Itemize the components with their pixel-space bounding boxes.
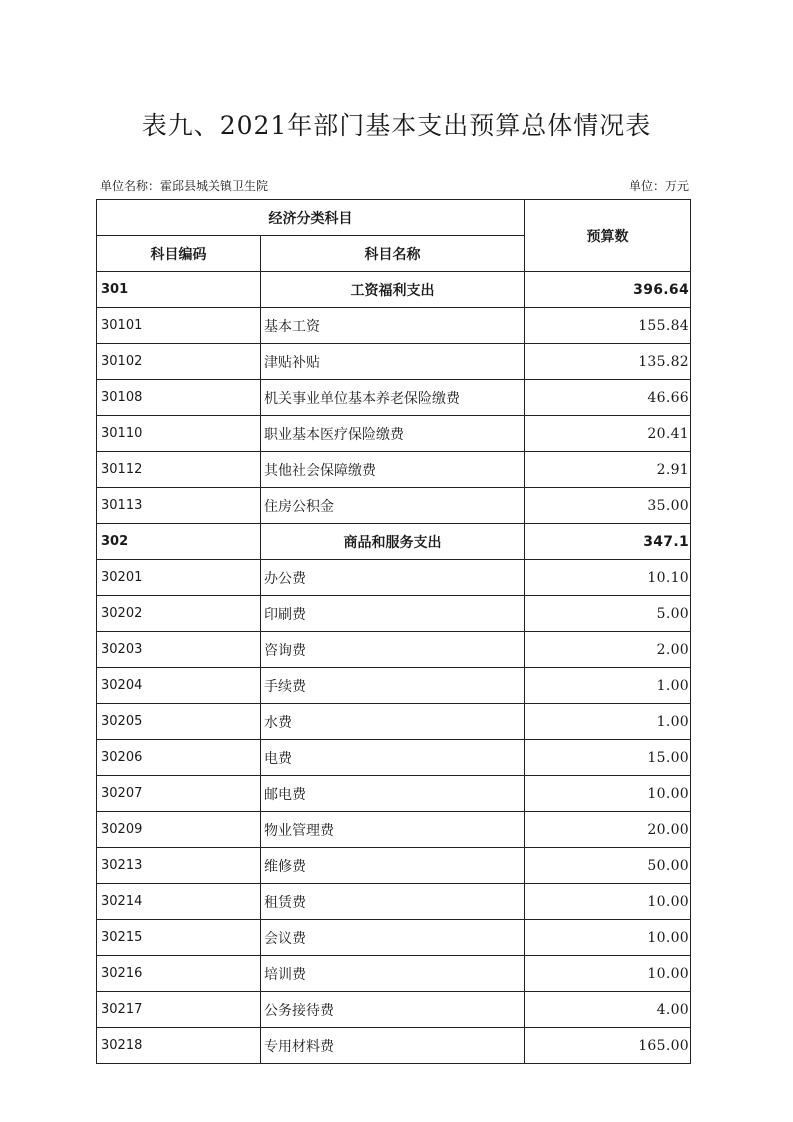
table-group-row (97, 524, 691, 560)
account-name: 其他社会保障缴费 (261, 452, 525, 488)
account-name: 机关事业单位基本养老保险缴费 (261, 380, 525, 416)
table-row (97, 812, 691, 848)
account-code: 30203 (97, 632, 261, 668)
account-name: 水费 (261, 704, 525, 740)
table-row (97, 740, 691, 776)
budget-amount: 135.82 (525, 344, 691, 380)
table-row (97, 776, 691, 812)
budget-amount: 4.00 (525, 992, 691, 1028)
account-code: 30218 (97, 1028, 261, 1064)
account-code: 30113 (97, 488, 261, 524)
table-row (97, 560, 691, 596)
code-header: 科目编码 (97, 236, 261, 272)
budget-amount: 20.41 (525, 416, 691, 452)
account-code: 30209 (97, 812, 261, 848)
account-code: 30214 (97, 884, 261, 920)
table-row (97, 920, 691, 956)
budget-amount: 10.00 (525, 776, 691, 812)
budget-amount: 50.00 (525, 848, 691, 884)
account-code: 302 (97, 524, 261, 560)
budget-table (96, 199, 691, 1064)
unit-name-label: 单位名称：霍邱县城关镇卫生院 (100, 179, 269, 193)
account-name: 津贴补贴 (261, 344, 525, 380)
account-code: 30112 (97, 452, 261, 488)
budget-amount: 10.00 (525, 884, 691, 920)
table-row (97, 416, 691, 452)
account-name: 商品和服务支出 (261, 524, 525, 560)
table-row (97, 956, 691, 992)
account-name: 租赁费 (261, 884, 525, 920)
table-row (97, 344, 691, 380)
account-name: 培训费 (261, 956, 525, 992)
account-code: 30206 (97, 740, 261, 776)
table-row (97, 668, 691, 704)
account-code: 30215 (97, 920, 261, 956)
account-name: 物业管理费 (261, 812, 525, 848)
budget-amount: 10.00 (525, 956, 691, 992)
budget-amount: 15.00 (525, 740, 691, 776)
table-row (97, 308, 691, 344)
budget-amount: 155.84 (525, 308, 691, 344)
account-code: 30216 (97, 956, 261, 992)
account-code: 30102 (97, 344, 261, 380)
table-group-row (97, 272, 691, 308)
account-name: 专用材料费 (261, 1028, 525, 1064)
budget-amount: 347.1 (525, 524, 691, 560)
budget-amount: 1.00 (525, 668, 691, 704)
budget-amount: 165.00 (525, 1028, 691, 1064)
account-code: 30204 (97, 668, 261, 704)
account-name: 维修费 (261, 848, 525, 884)
header-row-1 (97, 200, 691, 236)
table-row (97, 992, 691, 1028)
table-row (97, 632, 691, 668)
account-code: 301 (97, 272, 261, 308)
economic-category-header: 经济分类科目 (97, 200, 525, 236)
budget-amount: 10.00 (525, 920, 691, 956)
account-code: 30207 (97, 776, 261, 812)
account-code: 30217 (97, 992, 261, 1028)
account-name: 职业基本医疗保险缴费 (261, 416, 525, 452)
budget-amount: 396.64 (525, 272, 691, 308)
budget-amount: 35.00 (525, 488, 691, 524)
account-name: 公务接待费 (261, 992, 525, 1028)
account-name: 工资福利支出 (261, 272, 525, 308)
account-name: 电费 (261, 740, 525, 776)
page-title: 表九、2021年部门基本支出预算总体情况表 (141, 111, 652, 140)
budget-amount: 10.10 (525, 560, 691, 596)
budget-amount: 5.00 (525, 596, 691, 632)
account-name: 基本工资 (261, 308, 525, 344)
table-row (97, 596, 691, 632)
unit-label: 单位：万元 (628, 179, 689, 193)
budget-amount: 46.66 (525, 380, 691, 416)
account-code: 30101 (97, 308, 261, 344)
account-code: 30110 (97, 416, 261, 452)
table-row (97, 884, 691, 920)
account-name: 办公费 (261, 560, 525, 596)
account-code: 30205 (97, 704, 261, 740)
account-name: 住房公积金 (261, 488, 525, 524)
table-row (97, 1028, 691, 1064)
account-code: 30201 (97, 560, 261, 596)
account-name: 手续费 (261, 668, 525, 704)
account-code: 30213 (97, 848, 261, 884)
table-row (97, 704, 691, 740)
account-code: 30108 (97, 380, 261, 416)
table-row (97, 452, 691, 488)
table-row (97, 488, 691, 524)
account-name: 印刷费 (261, 596, 525, 632)
budget-amount: 1.00 (525, 704, 691, 740)
table-row (97, 848, 691, 884)
account-code: 30202 (97, 596, 261, 632)
name-header: 科目名称 (261, 236, 525, 272)
budget-amount: 2.91 (525, 452, 691, 488)
account-name: 咨询费 (261, 632, 525, 668)
budget-amount: 20.00 (525, 812, 691, 848)
account-name: 邮电费 (261, 776, 525, 812)
amount-header: 预算数 (525, 200, 691, 272)
table-row (97, 380, 691, 416)
account-name: 会议费 (261, 920, 525, 956)
budget-amount: 2.00 (525, 632, 691, 668)
